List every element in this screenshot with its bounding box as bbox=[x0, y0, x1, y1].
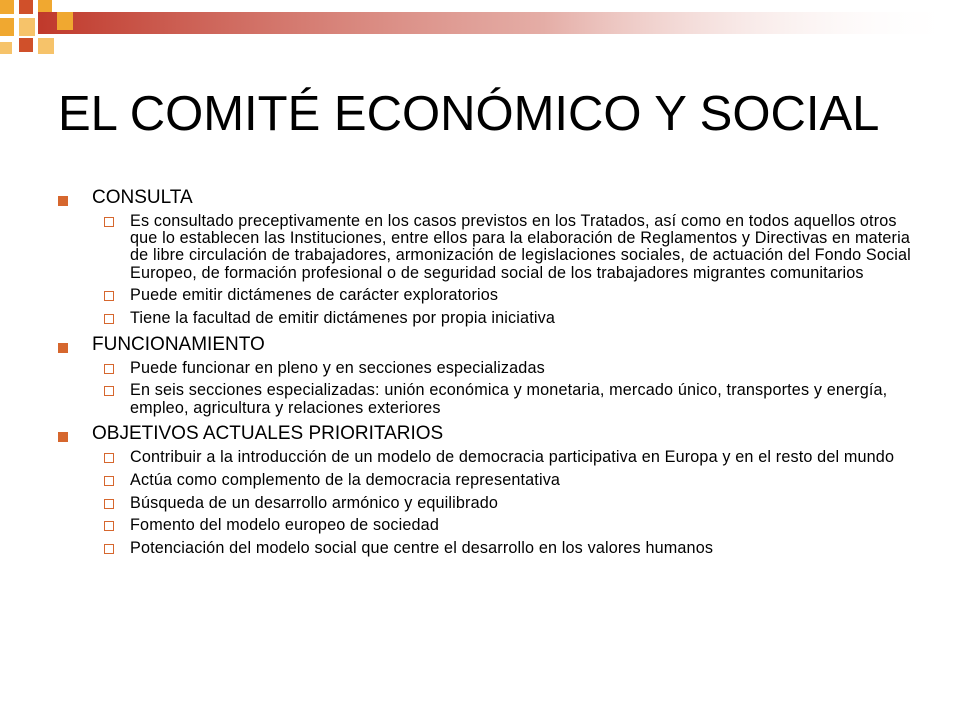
section-heading: FUNCIONAMIENTO bbox=[92, 333, 265, 355]
corner-decoration bbox=[0, 0, 960, 60]
decor-square-gold-8 bbox=[57, 12, 73, 30]
hollow-square-bullet-icon bbox=[104, 314, 114, 324]
list-item-text: Potenciación del modelo social que centre el desarrollo en los valores humanos bbox=[130, 539, 714, 558]
hollow-square-bullet-icon bbox=[104, 521, 114, 531]
list-item-text: En seis secciones especializadas: unión económica y monetaria, mercado único, transportes y energía, empleo, agricultura y relaciones exteriores bbox=[130, 381, 888, 417]
decor-square-gold-3 bbox=[0, 18, 14, 36]
list-item bbox=[92, 540, 916, 557]
section-heading: CONSULTA bbox=[92, 187, 193, 208]
hollow-square-bullet-icon bbox=[104, 476, 114, 486]
hollow-square-bullet-icon bbox=[104, 364, 114, 374]
slide-content bbox=[56, 186, 916, 563]
decor-square-gold-6 bbox=[38, 38, 54, 54]
list-item bbox=[92, 287, 916, 304]
list-item-text: Fomento del modelo europeo de sociedad bbox=[130, 516, 439, 535]
decor-square-gold-1 bbox=[0, 0, 14, 14]
section-objetivos bbox=[56, 422, 916, 557]
hollow-square-bullet-icon bbox=[104, 386, 114, 396]
list-item-text: Es consultado preceptivamente en los casos previstos en los Tratados, así como en todos aquellos otros que lo establecen las Instituciones, entre ellos para la elaboración de Reglamentos y Directivas en materia de libre circulación de trabajadores, armonización de legislaciones sociales, de actuación del Fondo Social Europeo, de formación profesional o de seguridad social de los trabajadores migrantes comunitarios bbox=[130, 212, 911, 282]
list-item-text: Contribuir a la introducción de un modelo de democracia participativa en Europa y en el resto del mundo bbox=[130, 448, 895, 467]
list-item bbox=[92, 213, 916, 282]
list-item-text: Búsqueda de un desarrollo armónico y equilibrado bbox=[130, 493, 499, 512]
decor-square-rust-2 bbox=[19, 38, 33, 52]
hollow-square-bullet-icon bbox=[104, 544, 114, 554]
item-list bbox=[92, 213, 916, 327]
list-item bbox=[92, 517, 916, 534]
section-consulta bbox=[56, 186, 916, 327]
square-bullet-icon bbox=[58, 343, 68, 353]
decor-square-gold-2 bbox=[38, 0, 52, 14]
list-item bbox=[92, 310, 916, 327]
decor-square-gold-7 bbox=[0, 42, 12, 54]
item-list bbox=[92, 449, 916, 557]
item-list bbox=[92, 360, 916, 417]
hollow-square-bullet-icon bbox=[104, 499, 114, 509]
slide-title: EL COMITÉ ECONÓMICO Y SOCIAL bbox=[58, 87, 880, 141]
list-item bbox=[92, 360, 916, 377]
section-funcionamiento bbox=[56, 333, 916, 417]
decor-square-gold-4 bbox=[19, 18, 35, 36]
square-bullet-icon bbox=[58, 432, 68, 442]
list-item bbox=[92, 472, 916, 489]
hollow-square-bullet-icon bbox=[104, 453, 114, 463]
square-bullet-icon bbox=[58, 196, 68, 206]
list-item-text: Puede funcionar en pleno y en secciones especializadas bbox=[130, 358, 545, 377]
list-item-text: Puede emitir dictámenes de carácter exploratorios bbox=[130, 286, 499, 305]
list-item bbox=[92, 495, 916, 512]
hollow-square-bullet-icon bbox=[104, 291, 114, 301]
list-item bbox=[92, 449, 916, 466]
decor-gradient-line bbox=[38, 12, 958, 34]
list-item-text: Actúa como complemento de la democracia representativa bbox=[130, 471, 561, 490]
list-item bbox=[92, 382, 916, 416]
list-item-text: Tiene la facultad de emitir dictámenes por propia iniciativa bbox=[130, 309, 555, 328]
section-heading: OBJETIVOS ACTUALES PRIORITARIOS bbox=[92, 423, 444, 445]
decor-square-rust-1 bbox=[19, 0, 33, 14]
hollow-square-bullet-icon bbox=[104, 217, 114, 227]
